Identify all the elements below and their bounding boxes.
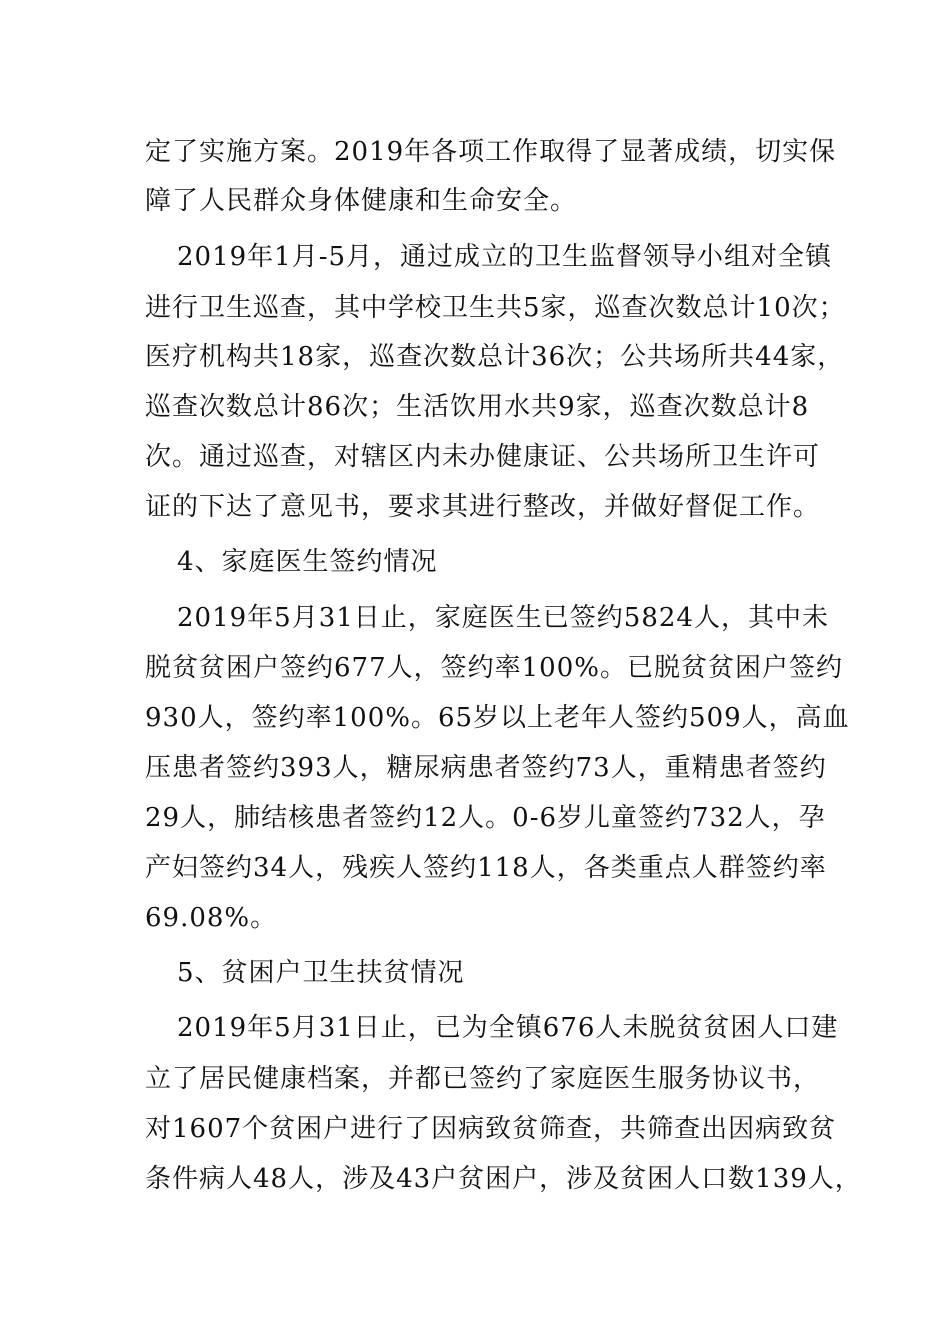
paragraph-line: 条件病人48人，涉及43户贫困户，涉及贫困人口数139人， xyxy=(145,1164,862,1194)
paragraph-line: 29人，肺结核患者签约12人。0-6岁儿童签约732人，孕 xyxy=(145,803,826,833)
paragraph-line: 压患者签约393人，糖尿病患者签约73人，重精患者签约 xyxy=(145,753,827,783)
paragraph-line: 医疗机构共18家，巡查次数总计36次；公共场所共44家， xyxy=(145,342,845,372)
paragraph-line: 进行卫生巡查，其中学校卫生共5家，巡查次数总计10次； xyxy=(145,293,846,323)
paragraph-line: 脱贫贫困户签约677人，签约率100%。已脱贫贫困户签约 xyxy=(145,653,843,683)
paragraph-line: 2019年1月-5月，通过成立的卫生监督领导小组对全镇 xyxy=(177,242,833,272)
paragraph-line: 对1607个贫困户进行了因病致贫筛查，共筛查出因病致贫 xyxy=(145,1114,837,1144)
paragraph-line: 定了实施方案。2019年各项工作取得了显著成绩，切实保 xyxy=(145,137,837,167)
paragraph-line: 产妇签约34人，残疾人签约118人，各类重点人群签约率 xyxy=(145,853,827,883)
paragraph-line: 障了人民群众身体健康和生命安全。 xyxy=(145,186,578,216)
paragraph-line: 立了居民健康档案，并都已签约了家庭医生服务协议书， xyxy=(145,1064,821,1094)
paragraph-line: 次。通过巡查，对辖区内未办健康证、公共场所卫生许可 xyxy=(145,442,821,472)
paragraph-line: 证的下达了意见书，要求其进行整改，并做好督促工作。 xyxy=(145,492,821,522)
paragraph-line: 2019年5月31日止，家庭医生已签约5824人，其中未 xyxy=(177,603,829,633)
section-heading: 4、家庭医生签约情况 xyxy=(177,547,438,577)
paragraph-line: 2019年5月31日止，已为全镇676人未脱贫贫困人口建 xyxy=(177,1013,839,1043)
paragraph-line: 69.08%。 xyxy=(145,903,278,933)
section-heading: 5、贫困户卫生扶贫情况 xyxy=(177,958,465,988)
paragraph-line: 巡查次数总计86次；生活饮用水共9家，巡查次数总计8 xyxy=(145,392,810,422)
paragraph-line: 930人，签约率100%。65岁以上老年人签约509人，高血 xyxy=(145,703,850,733)
